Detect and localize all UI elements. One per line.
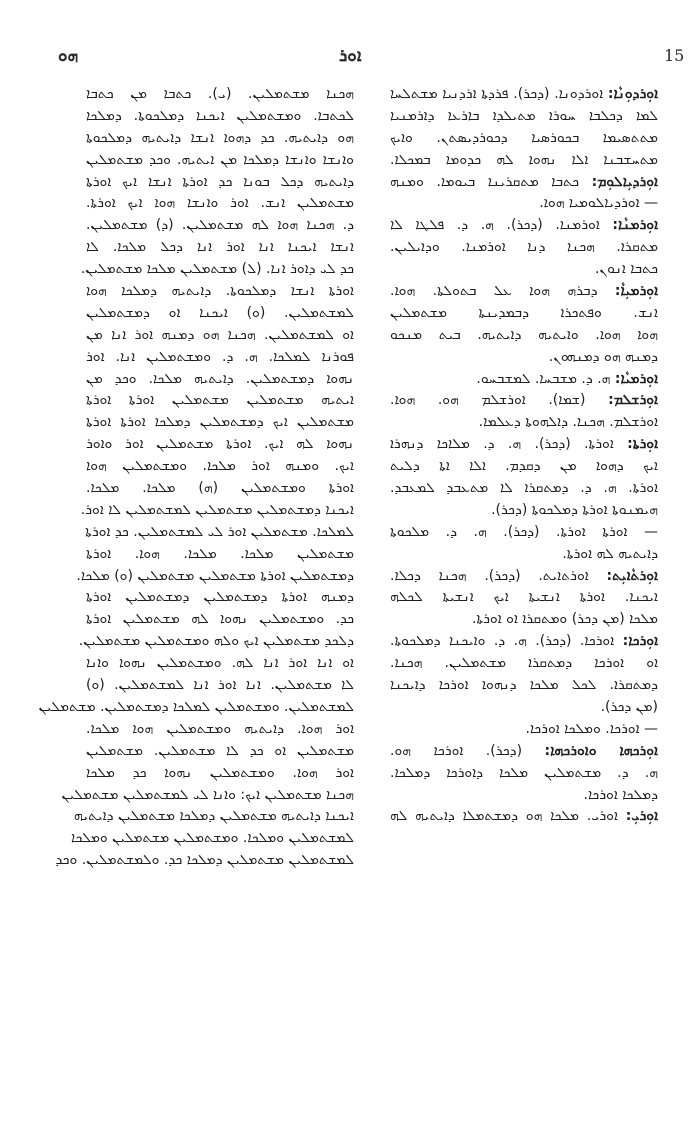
text-line — [390, 763, 658, 785]
left-column — [38, 84, 354, 1110]
entry-headword: ܐܘܼܪܫܠܡ: — [608, 392, 658, 409]
line-text: ܗܟܢܐ ܡܫܬܡܠܝܢ. (ܝ). ܟܬܒܐ ܡܢ ܟܬܒܐ — [86, 86, 354, 102]
running-head-abbrev: ܗܘ — [58, 46, 79, 66]
line-text: ܐܝܟܢܐ. ܐܘܪܬܐ ܐܢܫܝܬܐ ܐܝܟ ܐܢܫܝܬܐ ܠܟܠܗ — [390, 589, 658, 606]
line-text: — ܐܘܪܟܐ. ܘܡܠܟܐ ܐܘܪܟܐ. — [525, 720, 658, 737]
line-text: ܐܘܪܬܐ. ܗ. ܕ. ܕܡܬܩܪܐ ܠܐ ܡܬܥܒܕ ܠܡܥܒܕ. — [390, 480, 658, 497]
text-line — [390, 215, 658, 237]
text-line — [86, 609, 354, 631]
line-text: ܕܡܠܟܐ ܐܘܪܟܐ. — [583, 786, 658, 803]
line-text: ܐܘܪܝ. ܡܠܟܐ ܗܘ ܕܡܫܬܡܠܐ ܕܐܝܬܝܗ ܠܗ — [390, 808, 626, 825]
line-text: ܠܟܬܒܐ. ܘܡܫܬܡܠܝܢ ܐܝܟܢܐ ܕܡܠܟܘܬܐ. ܕܡܠܟܐ — [86, 107, 354, 124]
text-line — [86, 412, 354, 434]
line-text: ܕܐܝܬܝܗ ܠܗ ܐܘܪܬܐ. — [562, 545, 658, 562]
line-text: ܟܬܒܐ ܡܬܩܪܝܢܐ ܒܝܘܡܐ. ܘܡܢܗ — [390, 173, 592, 190]
text-line — [86, 325, 354, 347]
line-text: ܐܢܫܐ ܐܝܟܢܐ ܐܢܐ ܐܘܪ ܐܢܐ ܕܟܠ ܡܠܟܐ. ܠܐ — [86, 239, 354, 256]
line-text: ܠܡܫܬܡܠܝܢ ܘܡܠܟܐ. ܘܡܫܬܡܠܝܢ ܡܫܬܡܠܝܢ ܘܡܠܟܐ — [71, 830, 354, 847]
text-line — [71, 828, 354, 850]
text-line — [390, 281, 658, 303]
page-header — [0, 0, 698, 70]
text-line — [390, 150, 658, 172]
line-text: ܟܬܒܐ ܐܢܘܢ. — [594, 261, 658, 278]
line-text: ܐܢܫ. ܘܦܬܟܪܐ ܕܒܡܕܝܢܬܐ ܡܫܬܡܠܝܢ — [390, 304, 658, 321]
text-line — [38, 697, 354, 719]
text-line — [86, 653, 354, 675]
line-text: ܡܬܩܪܐ. ܗܟܢܐ ܕܢܐ ܐܘܪܡܢܐ. ܘܕܐܝܠܝܢ. — [390, 239, 658, 256]
text-line — [390, 369, 658, 391]
text-line — [390, 325, 658, 347]
line-text: — ܐܘܪܕܝܐܠܘܡܝܐ ܗܘܐ. — [539, 195, 658, 212]
line-text: (ܕܟܪ). ܐܘܪܟܐ ܗܘ. — [390, 742, 545, 759]
text-line — [86, 587, 354, 609]
text-line — [390, 478, 658, 500]
line-text: ܕ. ܗܟܢܐ ܗܘܐ ܠܗ ܡܫܬܡܠܝܢ. (ܕ) ܡܫܬܡܠܝܢ. — [86, 217, 354, 234]
text-line — [86, 369, 354, 391]
line-text: (ܫܡܐ). ܐܘܪܫܠܡ ܗܘ. ܗܘܐ. — [390, 392, 609, 409]
line-text: ܗ. ܕ. ܡܫܬܡܠܝܢ ܡܠܟܐ ܕܐܘܪܟܐ ܕܡܠܟܐ. — [390, 764, 658, 781]
text-line — [76, 566, 354, 588]
line-text: ܡܫܬܡܠܝܢ ܐܝܟ ܕܡܫܬܡܠܝܢ ܕܡܠܟܐ ܐܘܪܬܐ ܐܘܪܬܐ — [86, 414, 354, 431]
text-line — [390, 566, 658, 588]
line-text: ܕܡܢܗ ܐܘܪܬܐ ܕܡܫܬܡܠܝܢ ܕܡܫܬܡܠܝܢ ܐܘܪܬܐ — [86, 589, 354, 606]
line-text: ܡܫܬܡܠܝܢ ܐܘ ܟܕ ܠܐ ܡܫܬܡܠܝܢ. ܡܫܬܡܠܝܢ — [86, 742, 354, 759]
line-text: ܐܘ ܐܘܪܟܐ ܕܡܬܩܪܐ ܡܫܬܡܠܝܢ. ܗܟܢܐ. — [390, 655, 658, 672]
text-line — [390, 237, 658, 259]
right-column — [390, 84, 658, 1110]
text-line — [390, 587, 658, 609]
line-text: ܐܝܟܢܐ ܕܐܝܬܝܗ ܡܫܬܡܠܝܢ ܕܡܠܟܐ ܡܫܬܡܠܝܢ ܕܐܝܬܝܗ — [73, 808, 354, 825]
entry-headword: ܐܘܼܪܬܐ: — [627, 436, 658, 453]
entry-headword: ܐܘܼܪܡܝܼܐܵ: — [614, 283, 658, 300]
line-text: ܡܫܬܡܠܝܢ ܡܠܟܐ. ܡܠܟܐ. ܗܘܐ. ܐܘܪܬܐ — [86, 545, 354, 562]
text-line — [86, 741, 354, 763]
text-line — [390, 631, 658, 653]
text-line — [390, 806, 658, 828]
line-text: — ܐܘܪܬܐ ܐܘܪܬܐ. (ܕܟܪ). ܗ. ܕ. ܡܠܟܘܬܐ — [390, 523, 658, 540]
text-line — [86, 150, 354, 172]
page-number: 15 — [664, 46, 685, 65]
entry-headword: ܐܘܼܪܟܗܐ ܘܐܘܪܟܗܐ: — [544, 742, 658, 759]
text-line — [86, 303, 354, 325]
text-line — [86, 193, 354, 215]
text-line — [86, 84, 354, 106]
text-line — [390, 193, 658, 215]
line-text: ܕܡܬܩܪܐ. ܠܟܠ ܡܠܟܐ ܕܢܗܘܐ ܐܘܪܟܐ ܕܐܝܟܢܐ — [390, 677, 658, 694]
line-text: ܠܡܫܬܡܠܝܢ. (ܘ) ܐܝܟܢܐ ܐܘ ܕܡܫܬܡܠܝܢ — [86, 304, 354, 321]
text-line — [86, 522, 354, 544]
text-line — [390, 697, 658, 719]
text-line — [80, 259, 354, 281]
line-text: ܟܕ ܠܝ ܕܐܘܪ ܐܢܐ. (ܠ) ܡܫܬܡܠܝܢ ܡܠܟܐ ܡܫܬܡܠܝܢ. — [80, 261, 354, 278]
line-text: ܡܬܚܫܒܢܐ ܐܠܐ ܢܗܘܐ ܠܗ ܟܕܘܡܐ ܒܡܟܠܐ. — [390, 151, 658, 168]
line-text: ܐܘܪܟܐ. (ܕܟܪ). ܗ. ܕ. ܘܐܝܟܢܐ ܕܡܠܟܘܬܐ. — [390, 633, 623, 650]
text-line — [86, 544, 354, 566]
text-line — [390, 522, 658, 544]
line-text: ܕܐܝܬܝܗ ܕܟܠ ܒܘܢܐ ܟܕ ܐܘܪܬܐ ܐܢܫܐ ܐܝܟ ܐܘܪܬܐ — [86, 173, 354, 190]
line-text: ܡܫܬܡܠܝܢ ܐܢܫ. ܐܘܪ ܘܐܢܫܐ ܗܘܐ ܐܝܟ ܐܘܪܬܐ. — [86, 195, 354, 212]
line-text: ܐܘܪܬܐ. (ܕܟܪ). ܗ. ܕ. ܡܠܐܟܐ ܕܢܗܪܐ — [390, 436, 628, 453]
text-line — [390, 609, 658, 631]
entry-headword: ܐܘܼܪܟܐ: — [622, 633, 658, 650]
text-line — [390, 434, 658, 456]
text-line — [86, 172, 354, 194]
running-head-word: ܐܘܪ — [339, 46, 362, 66]
entry-headword: ܐܘܼܪܬܵܐܝܼܬ: — [606, 567, 658, 584]
text-line — [390, 84, 658, 106]
text-line — [73, 806, 354, 828]
text-line — [86, 390, 354, 412]
text-line — [78, 631, 354, 653]
text-line — [86, 719, 354, 741]
line-text: ܕܠܟܕ ܡܫܬܡܠܝܢ ܐܝܟ ܘܠܗ ܘܡܫܬܡܠܝܢ ܡܫܬܡܠܝܢ. — [78, 633, 354, 650]
line-text: (ܡܢ ܕܟܪ). — [600, 698, 658, 715]
text-line — [390, 719, 658, 741]
text-line — [390, 347, 658, 369]
line-text: ܡܠܟܐ (ܡܢ ܕܟܪ) ܘܡܬܩܪܐ ܐܘ ܐܘܪܬܐ. — [471, 611, 658, 628]
line-text: ܠܐ ܡܫܬܡܠܝܢ. ܐܢܐ ܐܘܪ ܐܢܐ ܠܡܫܬܡܠܝܢ. (ܘ) — [86, 677, 354, 694]
text-line — [390, 106, 658, 128]
line-text: ܗ. ܕ. ܡܫܒܚܐ. ܠܡܫܒܚܘ. — [476, 370, 615, 387]
entry-headword: ܐܘܼܪܝܼ: — [625, 808, 658, 825]
line-text: ܠܡܠܟܐ. ܡܫܬܡܠܝܢ ܐܘܪ ܠܝ ܠܡܫܬܡܠܝܢ. ܟܕ ܐܘܪܬܐ — [85, 523, 354, 540]
text-line — [390, 303, 658, 325]
line-text: ܐܘ ܠܡܫܬܡܠܝܢ. ܗܟܢܐ ܗܘ ܕܡܢܗ ܐܘܪ ܐܢܐ ܡܢ — [86, 326, 354, 343]
text-line — [86, 478, 354, 500]
line-text: ܐܘܪܕܘܢܐ. (ܕܟܪ). ܦܪܕܬܐ ܐܪܕܢܝܐ ܡܫܬܠܚܐ — [390, 86, 608, 102]
text-line — [86, 106, 354, 128]
line-text: ܐܝܬܝܗ ܡܫܬܡܠܝܢ ܡܫܬܡܠܝܢ ܐܘܪܬܐ ܐܘܪܬܐ — [86, 392, 354, 409]
line-text: ܐܝܟ ܕܗܘܐ ܡܢ ܕܩܕܡ. ܐܠܐ ܐܬܐ ܕܠܝܬ — [390, 458, 658, 475]
entry-headword: ܐܘܼܪܡܝܵܐ: — [614, 370, 658, 387]
text-line — [80, 500, 354, 522]
text-line — [55, 850, 354, 872]
line-text: ܢܗܘܐ ܕܡܫܬܡܠܝܢ. ܕܐܝܬܝܗ ܡܠܟܐ. ܘܟܕ ܡܢ — [86, 370, 354, 387]
line-text: ܐܘܪܬܐ ܘܡܫܬܡܠܝܢ (ܗ) ܡܠܟܐ. ܡܠܟܐ. — [86, 480, 354, 497]
text-line — [86, 675, 354, 697]
line-text: ܠܡܫܬܡܠܝܢ. ܘܡܫܬܡܠܝܢ ܠܡܠܟܐ ܕܡܫܬܡܠܝܢ. ܡܫܬܡܠܝܢ — [38, 698, 354, 715]
line-text: ܗܘ ܕܐܝܬܝܗ. ܟܕ ܕܗܘܐ ܐܢܫܐ ܕܐܝܬܝܗ ܕܡܠܟܘܬܐ — [86, 129, 354, 146]
text-line — [86, 763, 354, 785]
text-line — [390, 456, 658, 478]
entry-headword: ܐܘܼܪܕܝܼܐܠܘܼܡ: — [591, 173, 658, 190]
text-line — [390, 172, 658, 194]
line-text: ܢܗܘܐ ܠܗ ܐܝܟ. ܐܘܪܬܐ ܡܫܬܡܠܝܢ ܐܘܪ ܘܐܘܪ — [86, 436, 354, 453]
line-text: ܐܘܪܬܐ ܐܢܫܐ ܕܡܠܟܘܬܐ. ܕܐܝܬܝܗ ܕܡܠܟܐ ܗܘܐ — [86, 283, 354, 300]
text-line — [86, 281, 354, 303]
line-text: ܦܘܪܢܐ ܠܡܠܟܐ. ܗ. ܕ. ܘܡܫܬܡܠܝܢ ܐܢܐ. ܐܘܪ — [86, 348, 354, 365]
text-line — [86, 215, 354, 237]
text-line — [390, 390, 658, 412]
text-line — [390, 741, 658, 763]
text-line — [390, 412, 658, 434]
text-line — [390, 259, 658, 281]
text-line — [86, 237, 354, 259]
line-text: ܡܬܬܣܝܡܐ ܒܟܘܪܣܝܐ ܕܟܘܪܕܝܣܬܢ. ܘܐܝܟ — [390, 129, 658, 146]
line-text: ܠܡܐ ܕܟܠܒܐ ܚܘܪܐ ܡܬܝܠܕܐ ܒܐܪܥܐ ܕܐܪܡܢܝܐ — [390, 107, 658, 124]
text-line — [390, 785, 658, 807]
text-line — [390, 128, 658, 150]
line-text: ܕܒܪܗ ܗܘܐ ܥܠ ܒܬܘܠܬܐ. ܗܘܐ. — [390, 283, 615, 300]
line-text: ܟܕ. ܘܡܫܬܡܠܝܢ ܢܗܘܐ ܠܗ ܡܫܬܡܠܝܢ ܐܘܪܬܐ — [86, 611, 354, 628]
line-text: ܕܡܫܬܡܠܝܢ ܐܘܪܬܐ ܡܫܬܡܠܝܢ ܡܫܬܡܠܝܢ (ܘ) ܡܠܟܐ. — [76, 567, 354, 584]
line-text: ܐܘܪ ܗܘܐ. ܘܡܫܬܡܠܝܢ ܢܗܘܐ ܟܕ ܡܠܟܐ — [86, 764, 354, 781]
text-line — [86, 434, 354, 456]
line-text: ܐܝܟܢܐ ܕܡܫܬܡܠܝܢ ܡܫܬܡܠܝܢ ܠܡܫܬܡܠܝܢ ܠܐ ܐܘܪ. — [80, 501, 354, 518]
text-line — [390, 544, 658, 566]
entry-headword: ܐܘܼܪܡܢܵܐ: — [612, 217, 658, 234]
text-line — [390, 653, 658, 675]
text-line — [86, 456, 354, 478]
line-text: ܐܘܪܬܐܝܬ. (ܕܟܪ). ܗܟܢܐ ܕܟܠܐ. — [390, 567, 607, 584]
entry-headword: ܐܘܼܪܕܘܼܢܵܐ: — [607, 86, 658, 102]
line-text: ܐܝܟ. ܘܡܢܗ ܐܘܪ ܡܠܟܐ. ܘܡܫܬܡܠܝܢ ܗܘܐ — [86, 458, 354, 475]
line-text: ܐܘܪ ܗܘܐ. ܕܐܝܬܝܗ ܘܡܫܬܡܠܝܢ ܗܘܐ ܡܠܟܐ. — [86, 720, 354, 737]
line-text: ܕܡܢܗ ܗܘ ܕܡܢܗܘܢ. — [548, 348, 658, 365]
line-text: ܗܘܐ ܗܘܐ. ܘܐܝܬܝܗ ܕܐܝܬܝܗ. ܒܝܬ ܡܢܟܘ — [390, 326, 658, 343]
line-text: ܗܟܢܐ ܡܫܬܡܠܝܢ ܐܝܟ: ܘܐܢܐ ܠܝ ܠܡܫܬܡܠܝܢ ܡܫܬܡܠܝܢ — [61, 786, 354, 803]
line-text: ܐܘܪܡܢܐ. (ܕܟܪ). ܗ. ܕ. ܦܠܛܐ ܠܐ — [390, 217, 613, 234]
text-line — [61, 785, 354, 807]
text-line — [390, 500, 658, 522]
line-text: ܐܘ ܐܢܐ ܐܘܪ ܐܢܐ ܠܗ. ܘܡܫܬܡܠܝܢ ܢܗܘܐ ܘܐܢܐ — [86, 655, 354, 672]
text-line — [390, 675, 658, 697]
text-line — [86, 347, 354, 369]
line-text: ܠܡܫܬܡܠܝܢ ܡܫܬܡܠܝܢ ܕܡܠܟܐ ܟܕ. ܘܠܡܫܬܡܠܝܢ. ܘܟܕ — [55, 852, 354, 869]
text-line — [86, 128, 354, 150]
line-text: ܘܐܢܫܐ ܘܐܢܫܐ ܕܡܠܟܐ ܡܢ ܐܝܬܝܗ. ܘܟܕ ܡܫܬܡܠܝܢ — [86, 151, 354, 168]
line-text: ܗܝܡܢܘܬܐ ܐܘܪܬܐ ܕܡܠܟܘܬܐ (ܕܟܪ). — [491, 501, 658, 518]
line-text: ܐܘܪܫܠܡ. ܗܟܢܐ. ܕܐܠܗܘܬܐ ܕܥܠܡܐ. — [478, 414, 658, 431]
